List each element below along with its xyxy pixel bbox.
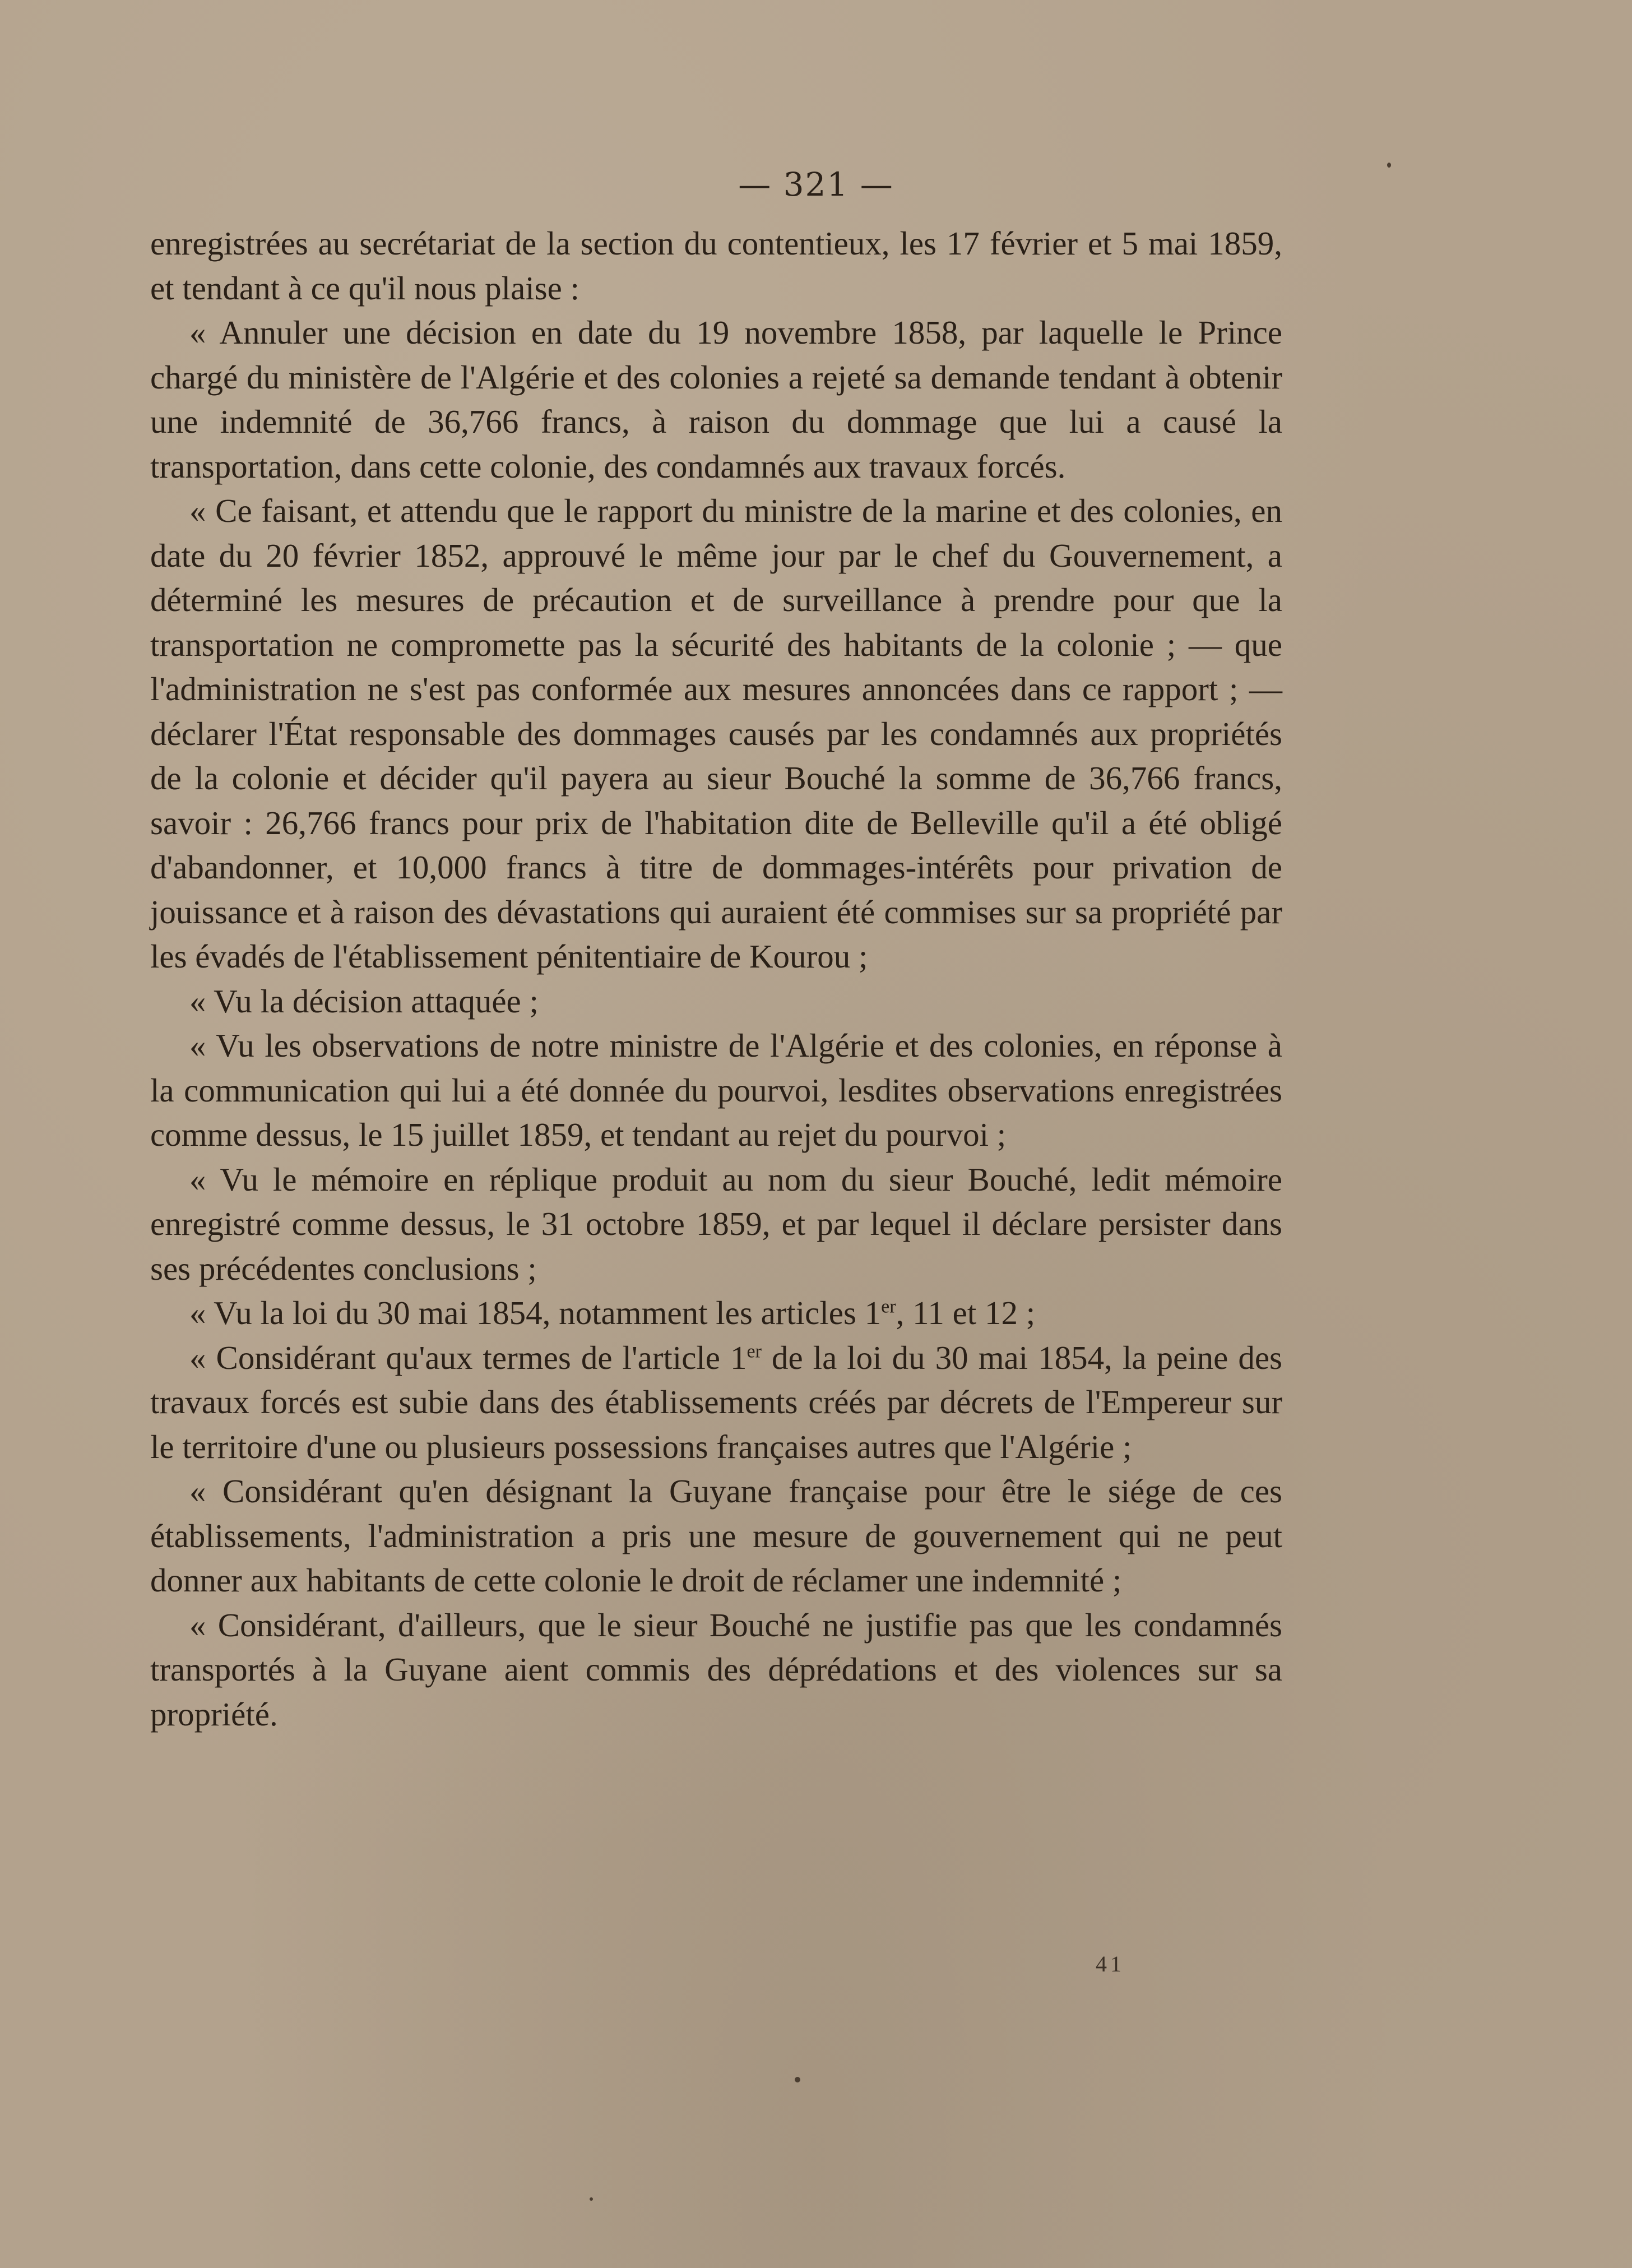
paragraph-7-law bbox=[150, 1291, 1282, 1336]
law-text-after: , 11 et 12 ; bbox=[896, 1294, 1036, 1331]
paragraph-3: « Ce faisant, et attendu que le rapport du ministre de la marine et des colonies, en date du 20 février 1852, approuvé le même jour par le chef du Gouvernement, a déterminé les mesures de précaution et de surveillance à prendre pour que la transportation ne compromette pas la sécurité des habitants de la colonie ; — que l'administration ne s'est pas conformée aux mesures annoncées dans ce rapport ; — déclarer l'État responsable des dommages causés par les condamnés aux propriétés de la colonie et décider qu'il payera au sieur Bouché la somme de 36,766 francs, savoir : 26,766 francs pour prix de l'habitation dite de Belleville qu'il a été obligé d'abandonner, et 10,000 francs à titre de dommages-intérêts pour privation de jouissance et à raison des dévastations qui auraient été commises sur sa propriété par les évadés de l'établissement pénitentiaire de Kourou ; bbox=[150, 492, 1282, 975]
printer-signature-mark: 41 bbox=[1096, 1951, 1125, 1977]
law-text-sup: er bbox=[881, 1296, 896, 1317]
article-text-sup: er bbox=[747, 1340, 762, 1362]
law-text-before: « Vu la loi du 30 mai 1854, notamment les articles 1 bbox=[189, 1294, 882, 1331]
paragraph-4: « Vu la décision attaquée ; bbox=[189, 982, 539, 1020]
paragraph-5: « Vu les observations de notre ministre de l'Algérie et des colonies, en réponse à la communication qui lui a été donnée du pourvoi, lesdites observations enregistrées comme dessus, le 15 juillet 1859, et tendant au rejet du pourvoi ; bbox=[150, 1027, 1282, 1153]
paper-speck bbox=[590, 2197, 593, 2201]
paragraph-10: « Considérant, d'ailleurs, que le sieur Bouché ne justifie pas que les condamnés transportés à la Guyane aient commis des déprédations et des violences sur sa propriété. bbox=[150, 1606, 1282, 1733]
page-number-header: — 321 — bbox=[738, 165, 894, 203]
page-body bbox=[150, 221, 1282, 1737]
paragraph-2: « Annuler une décision en date du 19 novembre 1858, par laquelle le Prince chargé du ministère de l'Algérie et des colonies a rejeté sa demande tendant à obtenir une indemnité de 36,766 francs, à raison du dommage que lui a causé la transportation, dans cette colonie, des condamnés aux travaux forcés. bbox=[150, 314, 1282, 485]
paragraph-6: « Vu le mémoire en réplique produit au nom du sieur Bouché, ledit mémoire enregistré comme dessus, le 31 octobre 1859, et par lequel il déclare persister dans ses précédentes conclusions ; bbox=[150, 1160, 1282, 1287]
article-text-after: de la loi du 30 mai 1854, la peine des travaux forcés est subie dans des établissements créés par décrets de l'Empereur sur le territoire d'une ou plusieurs possessions françaises autres que l'Algérie ; bbox=[150, 1339, 1283, 1465]
paper-speck bbox=[795, 2077, 800, 2082]
paragraph-9: « Considérant qu'en désignant la Guyane française pour être le siége de ces établissements, l'administration a pris une mesure de gouvernement qui ne peut donner aux habitants de cette colonie le droit de réclamer une indemnité ; bbox=[150, 1473, 1282, 1599]
paragraph-8-article bbox=[150, 1336, 1282, 1470]
paragraph-1: enregistrées au secrétariat de la section du contentieux, les 17 février et 5 mai 1859, et tendant à ce qu'il nous plaise : bbox=[150, 225, 1282, 307]
article-text-before: « Considérant qu'aux termes de l'article 1 bbox=[189, 1339, 747, 1376]
paper-speck bbox=[1387, 163, 1391, 168]
